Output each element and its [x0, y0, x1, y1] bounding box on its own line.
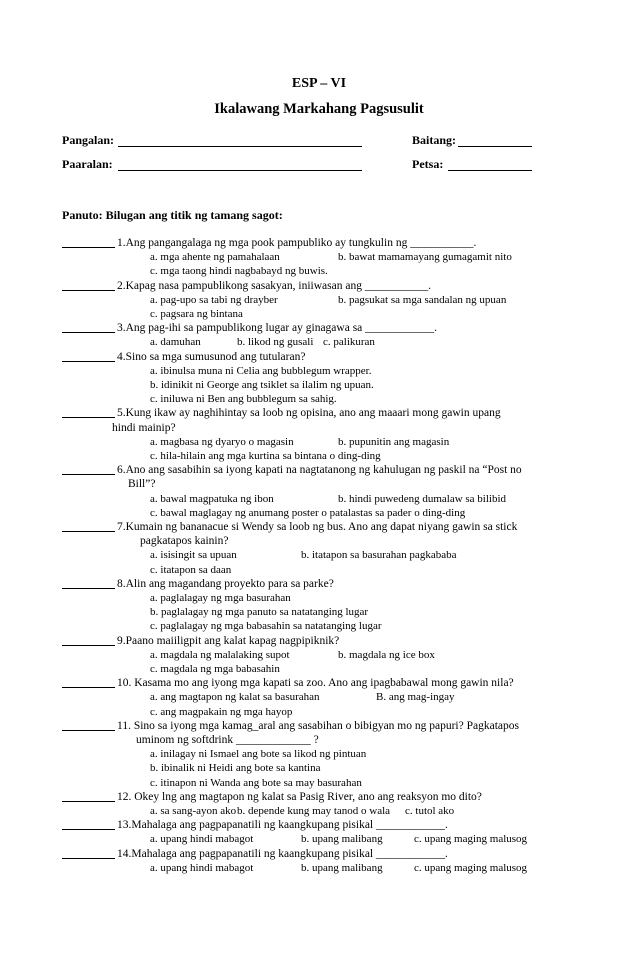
- school-field[interactable]: [118, 170, 362, 171]
- answer-blank[interactable]: [62, 474, 115, 475]
- name-field[interactable]: [118, 146, 362, 147]
- question-text: 14.Mahalaga ang pagpapanatili ng kaangkupang pisikal ____________.: [117, 847, 448, 860]
- answer-blank[interactable]: [62, 687, 115, 688]
- question-text: 1.Ang pangangalaga ng mga pook pampubliko ay tungkulin ng ___________.: [117, 237, 477, 249]
- option-c[interactable]: c. pagsara ng bintana: [150, 308, 243, 320]
- question-text: 12. Okey lng ang magtapon ng kalat sa Pasig River, ano ang reaksyon mo dito?: [117, 790, 482, 803]
- option-a[interactable]: a. ibinulsa muna ni Celia ang bubblegum wrapper.: [150, 364, 372, 377]
- option-a[interactable]: a. mga ahente ng pamahalaan: [150, 251, 280, 264]
- option-c[interactable]: c. bawal maglagay ng anumang poster o patalastas sa pader o ding-ding: [150, 506, 466, 519]
- answer-blank[interactable]: [62, 645, 115, 646]
- option-c[interactable]: c. tutol ako: [405, 805, 455, 817]
- option-b[interactable]: b. magdala ng ice box: [338, 648, 435, 661]
- option-b[interactable]: b. hindi puwedeng dumalaw sa bilibid: [338, 492, 507, 505]
- option-b[interactable]: b. upang malibang: [301, 861, 383, 874]
- option-c[interactable]: c. upang maging malusog: [414, 833, 528, 846]
- option-a[interactable]: a. upang hindi mabagot: [150, 861, 254, 874]
- option-b[interactable]: b. pupunitin ang magasin: [338, 435, 450, 448]
- option-c[interactable]: c. paglalagay ng mga babasahin sa natatanging lugar: [150, 620, 382, 633]
- answer-blank[interactable]: [62, 730, 115, 731]
- option-a[interactable]: a. upang hindi mabagot: [150, 833, 254, 846]
- option-c[interactable]: c. itinapon ni Wanda ang bote sa may basurahan: [150, 776, 362, 789]
- answer-blank[interactable]: [62, 531, 115, 532]
- instructions: Panuto: Bilugan ang titik ng tamang sagot:: [62, 208, 283, 222]
- date-label: Petsa:: [412, 157, 444, 171]
- option-c[interactable]: c. iniluwa ni Ben ang bubblegum sa sahig.: [150, 393, 337, 406]
- option-b[interactable]: b. paglalagay ng mga panuto sa natatanging lugar: [150, 606, 369, 619]
- option-a[interactable]: a. isisingit sa upuan: [150, 549, 237, 562]
- answer-blank[interactable]: [62, 417, 115, 418]
- option-b[interactable]: b. idinikit ni George ang tsiklet sa ilalim ng upuan.: [150, 379, 374, 391]
- option-c[interactable]: c. itatapon sa daan: [150, 563, 232, 576]
- option-b[interactable]: b. pagsukat sa mga sandalan ng upuan: [338, 293, 507, 306]
- exam-title: Ikalawang Markahang Pagsusulit: [214, 101, 424, 117]
- option-a[interactable]: a. ang magtapon ng kalat sa basurahan: [150, 691, 320, 704]
- question-text: 7.Kumain ng bananacue si Wendy sa loob ng bus. Ano ang dapat niyang gawin sa stick: [117, 521, 518, 533]
- option-b[interactable]: b. itatapon sa basurahan pagkababa: [301, 549, 457, 562]
- question-text: 8.Alin ang magandang proyekto para sa parke?: [117, 577, 334, 590]
- question-text: 2.Kapag nasa pampublikong sasakyan, iniiwasan ang ___________.: [117, 279, 431, 292]
- question-text: 10. Kasama mo ang iyong mga kapati sa zoo. Ano ang ipagbabawal mong gawin nila?: [117, 677, 514, 690]
- option-a[interactable]: a. bawal magpatuka ng ibon: [150, 492, 274, 505]
- question-text: 9.Paano maiiligpit ang kalat kapag nagpipiknik?: [117, 634, 340, 647]
- option-c[interactable]: c. magdala ng mga babasahin: [150, 663, 280, 675]
- answer-blank[interactable]: [62, 858, 115, 859]
- grade-label: Baitang:: [412, 133, 457, 147]
- answer-blank[interactable]: [62, 247, 115, 248]
- option-c[interactable]: c. hila-hilain ang mga kurtina sa bintana o ding-ding: [150, 450, 381, 462]
- answer-blank[interactable]: [62, 290, 115, 291]
- name-label: Pangalan:: [62, 133, 115, 147]
- question-text: 3.Ang pag-ihi sa pampublikong lugar ay ginagawa sa ____________.: [117, 322, 438, 335]
- question-text: 11. Sino sa iyong mga kamag_aral ang sasabihan o bibigyan mo ng papuri? Pagkatapos: [117, 719, 519, 732]
- question-text: 13.Mahalaga ang pagpapanatili ng kaangkupang pisikal ____________.: [117, 819, 448, 832]
- option-b[interactable]: b. upang malibang: [301, 833, 383, 846]
- option-c[interactable]: c. palikuran: [323, 336, 375, 349]
- subject-title: ESP – VI: [291, 76, 347, 91]
- answer-blank[interactable]: [62, 801, 115, 802]
- question-text: 5.Kung ikaw ay naghihintay sa loob ng opisina, ano ang maaari mong gawin upang: [117, 407, 501, 420]
- option-a[interactable]: a. pag-upo sa tabi ng drayber: [150, 293, 278, 306]
- option-b[interactable]: b. depende kung may tanod o wala: [237, 805, 391, 817]
- option-b[interactable]: B. ang mag-ingay: [376, 691, 455, 704]
- answer-blank[interactable]: [62, 361, 115, 362]
- answer-blank[interactable]: [62, 588, 115, 589]
- option-a[interactable]: a. inilagay ni Ismael ang bote sa likod ng pintuan: [150, 748, 367, 761]
- question-text: 4.Sino sa mga sumusunod ang tutularan?: [117, 350, 306, 363]
- grade-field[interactable]: [458, 146, 532, 147]
- option-a[interactable]: a. magdala ng malalaking supot: [150, 648, 290, 661]
- option-b[interactable]: b. ibinalik ni Heidi ang bote sa kantina: [150, 762, 321, 775]
- option-a[interactable]: a. paglalagay ng mga basurahan: [150, 592, 291, 604]
- option-b[interactable]: b. likod ng gusali: [237, 336, 314, 349]
- question-text-continued: hindi mainip?: [112, 421, 176, 434]
- school-label: Paaralan:: [62, 157, 113, 171]
- date-field[interactable]: [448, 170, 532, 171]
- question-text-continued: uminom ng softdrink _____________ ?: [136, 734, 319, 746]
- option-a[interactable]: a. damuhan: [150, 336, 201, 349]
- option-c[interactable]: c. upang maging malusog: [414, 861, 528, 874]
- option-a[interactable]: a. magbasa ng dyaryo o magasin: [150, 435, 294, 448]
- question-text-continued: pagkatapos kainin?: [140, 535, 229, 548]
- option-c[interactable]: c. ang magpakain ng mga hayop: [150, 705, 293, 718]
- answer-blank[interactable]: [62, 829, 115, 830]
- question-text-continued: Bill”?: [128, 478, 156, 491]
- option-c[interactable]: c. mga taong hindi nagbabayd ng buwis.: [150, 265, 328, 278]
- option-b[interactable]: b. bawat mamamayang gumagamit nito: [338, 251, 512, 264]
- answer-blank[interactable]: [62, 332, 115, 333]
- option-a[interactable]: a. sa sang-ayon ako: [150, 805, 237, 817]
- question-text: 6.Ano ang sasabihin sa iyong kapati na nagtatanong ng kahulugan ng paskil na “Post no: [117, 464, 522, 477]
